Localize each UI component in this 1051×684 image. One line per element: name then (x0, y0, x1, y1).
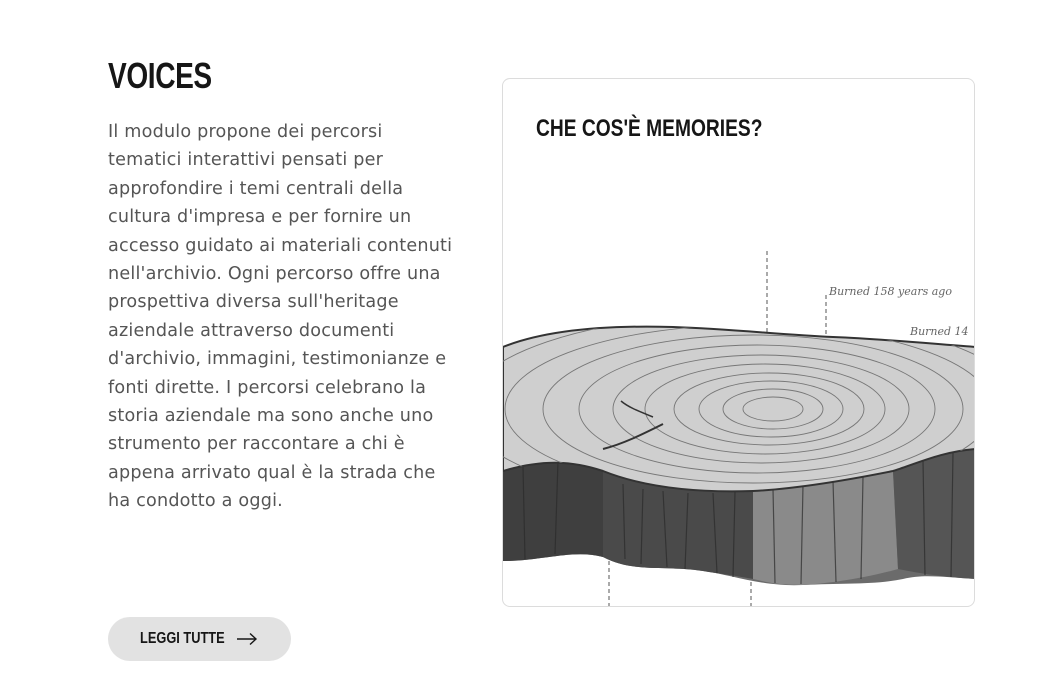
memories-card[interactable] (502, 78, 975, 607)
arrow-right-icon (236, 632, 258, 646)
annotation-label-2: Burned 14 (910, 325, 969, 338)
section-title: VOICES (108, 55, 212, 96)
annotation-label-1: Burned 158 years ago (829, 285, 952, 298)
read-all-label: LEGGI TUTTE (140, 630, 225, 647)
read-all-button[interactable] (108, 617, 291, 661)
tree-trunk-image (503, 239, 975, 607)
section-description: Il modulo propone dei percorsi tematici interattivi pensati per approfondire i temi centrali della cultura d'impresa e per fornire un accesso guidato ai materiali contenuti nell'archivio. Ogni percorso offre una prospettiva diversa sull'heritage aziendale attraverso documenti d'archivio, immagini, testimonianze e fonti dirette. I percorsi celebrano la storia aziendale ma sono anche uno strumento per raccontare a chi è appena arrivato qual è la strada che ha condotto a oggi. (108, 122, 453, 512)
card-title: CHE COS'È MEMORIES? (536, 115, 763, 142)
